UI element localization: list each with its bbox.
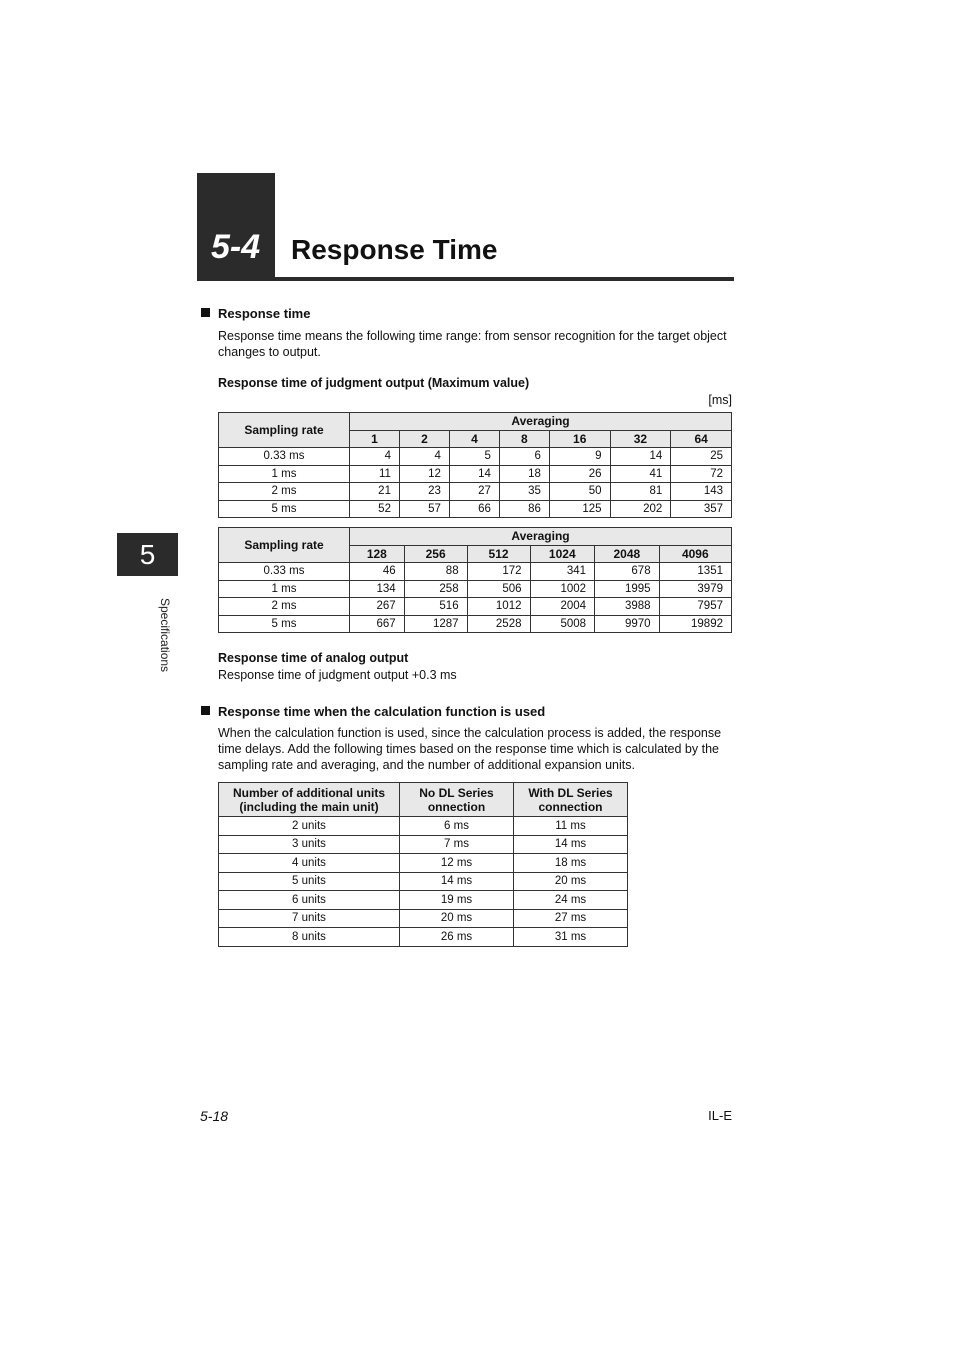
value-cell: 72: [671, 465, 732, 483]
calculation-body: When the calculation function is used, since the calculation process is added, the response time delays. Add the following times based on the response time which is calculated by the sampling rate and averaging, and the number of additional expansion units.: [218, 726, 722, 772]
value-cell: 66: [449, 500, 499, 518]
bullet-square-icon: [201, 308, 210, 317]
sampling-rate-cell: 0.33 ms: [219, 448, 350, 466]
column-header-sampling-rate: Sampling rate: [219, 413, 350, 448]
value-cell: 57: [399, 500, 449, 518]
response-time-table-b: [218, 527, 732, 633]
table-cell: 18 ms: [514, 854, 628, 873]
table-row: [219, 598, 732, 616]
column-header: Number of additional units (including the main unit): [219, 783, 400, 817]
value-cell: 125: [549, 500, 610, 518]
value-cell: 52: [350, 500, 400, 518]
value-cell: 143: [671, 483, 732, 501]
section-heading-response-time: [201, 306, 310, 321]
averaging-header: 16: [549, 430, 610, 448]
averaging-header: 64: [671, 430, 732, 448]
value-cell: 5008: [530, 615, 595, 633]
sampling-rate-cell: 2 ms: [219, 598, 350, 616]
table-cell: 5 units: [219, 872, 400, 891]
table-row: [219, 580, 732, 598]
table-row: [219, 483, 732, 501]
chapter-number: 5-4: [211, 228, 261, 266]
table-cell: 20 ms: [400, 909, 514, 928]
table-cell: 6 ms: [400, 817, 514, 836]
sampling-rate-cell: 5 ms: [219, 615, 350, 633]
judgment-output-heading: Response time of judgment output (Maximum value): [218, 376, 530, 390]
value-cell: 258: [404, 580, 467, 598]
table-row: [219, 835, 628, 854]
averaging-header: 4: [449, 430, 499, 448]
table-row: [219, 563, 732, 581]
averaging-header: 2048: [595, 545, 660, 563]
value-cell: 9970: [595, 615, 660, 633]
value-cell: 86: [499, 500, 549, 518]
value-cell: 5: [449, 448, 499, 466]
averaging-header: 256: [404, 545, 467, 563]
table-cell: 7 ms: [400, 835, 514, 854]
value-cell: 3979: [659, 580, 731, 598]
column-header-averaging: Averaging: [350, 413, 732, 431]
table-row: [219, 500, 732, 518]
value-cell: 1995: [595, 580, 660, 598]
sampling-rate-cell: 2 ms: [219, 483, 350, 501]
averaging-header: 1: [350, 430, 400, 448]
value-cell: 341: [530, 563, 595, 581]
unit-label: [ms]: [708, 393, 732, 407]
table-row: [219, 909, 628, 928]
calculation-units-table: [218, 782, 628, 947]
table-cell: 19 ms: [400, 891, 514, 910]
analog-output-heading: Response time of analog output: [218, 651, 409, 665]
response-time-table-a: [218, 412, 732, 518]
table-row: [219, 854, 628, 873]
table-cell: 2 units: [219, 817, 400, 836]
value-cell: 14: [610, 448, 671, 466]
averaging-header: 512: [467, 545, 530, 563]
table-cell: 20 ms: [514, 872, 628, 891]
column-header: No DL Series onnection: [400, 783, 514, 817]
page-number: 5-18: [200, 1108, 229, 1124]
value-cell: 41: [610, 465, 671, 483]
side-tab-number: 5: [139, 539, 156, 570]
value-cell: 267: [350, 598, 405, 616]
value-cell: 11: [350, 465, 400, 483]
table-cell: 27 ms: [514, 909, 628, 928]
table-cell: 8 units: [219, 928, 400, 947]
value-cell: 27: [449, 483, 499, 501]
column-header: With DL Series connection: [514, 783, 628, 817]
chapter-title: Response Time: [291, 234, 498, 265]
column-header-averaging: Averaging: [350, 528, 732, 546]
value-cell: 1287: [404, 615, 467, 633]
value-cell: 2004: [530, 598, 595, 616]
value-cell: 25: [671, 448, 732, 466]
value-cell: 172: [467, 563, 530, 581]
section-body: Response time means the following time range: from sensor recognition for the target object changes to output.: [218, 329, 727, 359]
value-cell: 19892: [659, 615, 731, 633]
table-row: [219, 615, 732, 633]
table-cell: 26 ms: [400, 928, 514, 947]
value-cell: 88: [404, 563, 467, 581]
value-cell: 26: [549, 465, 610, 483]
averaging-header: 32: [610, 430, 671, 448]
value-cell: 14: [449, 465, 499, 483]
document-code: IL-E: [708, 1108, 732, 1123]
table-row: [219, 465, 732, 483]
sampling-rate-cell: 5 ms: [219, 500, 350, 518]
value-cell: 9: [549, 448, 610, 466]
table-row: [219, 817, 628, 836]
table-cell: 31 ms: [514, 928, 628, 947]
column-header-sampling-rate: Sampling rate: [219, 528, 350, 563]
value-cell: 50: [549, 483, 610, 501]
table-cell: 7 units: [219, 909, 400, 928]
value-cell: 134: [350, 580, 405, 598]
table-cell: 6 units: [219, 891, 400, 910]
value-cell: 6: [499, 448, 549, 466]
averaging-header: 128: [350, 545, 405, 563]
table-cell: 4 units: [219, 854, 400, 873]
value-cell: 678: [595, 563, 660, 581]
table-cell: 24 ms: [514, 891, 628, 910]
value-cell: 1002: [530, 580, 595, 598]
averaging-header: 2: [399, 430, 449, 448]
value-cell: 1351: [659, 563, 731, 581]
value-cell: 21: [350, 483, 400, 501]
value-cell: 202: [610, 500, 671, 518]
table-cell: 12 ms: [400, 854, 514, 873]
value-cell: 7957: [659, 598, 731, 616]
sampling-rate-cell: 0.33 ms: [219, 563, 350, 581]
value-cell: 46: [350, 563, 405, 581]
averaging-header: 8: [499, 430, 549, 448]
table-row: [219, 448, 732, 466]
value-cell: 18: [499, 465, 549, 483]
value-cell: 4: [399, 448, 449, 466]
analog-output-body: Response time of judgment output +0.3 ms: [218, 668, 457, 682]
table-row: [219, 872, 628, 891]
value-cell: 506: [467, 580, 530, 598]
section-heading-text: Response time: [218, 306, 311, 321]
sampling-rate-cell: 1 ms: [219, 465, 350, 483]
value-cell: 1012: [467, 598, 530, 616]
table-row: [219, 928, 628, 947]
value-cell: 3988: [595, 598, 660, 616]
value-cell: 357: [671, 500, 732, 518]
value-cell: 23: [399, 483, 449, 501]
value-cell: 12: [399, 465, 449, 483]
section-heading-text: Response time when the calculation function is used: [218, 704, 546, 719]
value-cell: 516: [404, 598, 467, 616]
averaging-header: 1024: [530, 545, 595, 563]
averaging-header: 4096: [659, 545, 731, 563]
table-row: [219, 891, 628, 910]
section-heading-calculation: [201, 704, 545, 719]
table-cell: 11 ms: [514, 817, 628, 836]
side-tab-label: Specifications: [158, 598, 172, 673]
value-cell: 81: [610, 483, 671, 501]
bullet-square-icon: [201, 706, 210, 715]
value-cell: 35: [499, 483, 549, 501]
table-cell: 14 ms: [514, 835, 628, 854]
sampling-rate-cell: 1 ms: [219, 580, 350, 598]
table-cell: 3 units: [219, 835, 400, 854]
chapter-rule: [197, 277, 734, 281]
value-cell: 4: [350, 448, 400, 466]
table-cell: 14 ms: [400, 872, 514, 891]
value-cell: 2528: [467, 615, 530, 633]
value-cell: 667: [350, 615, 405, 633]
